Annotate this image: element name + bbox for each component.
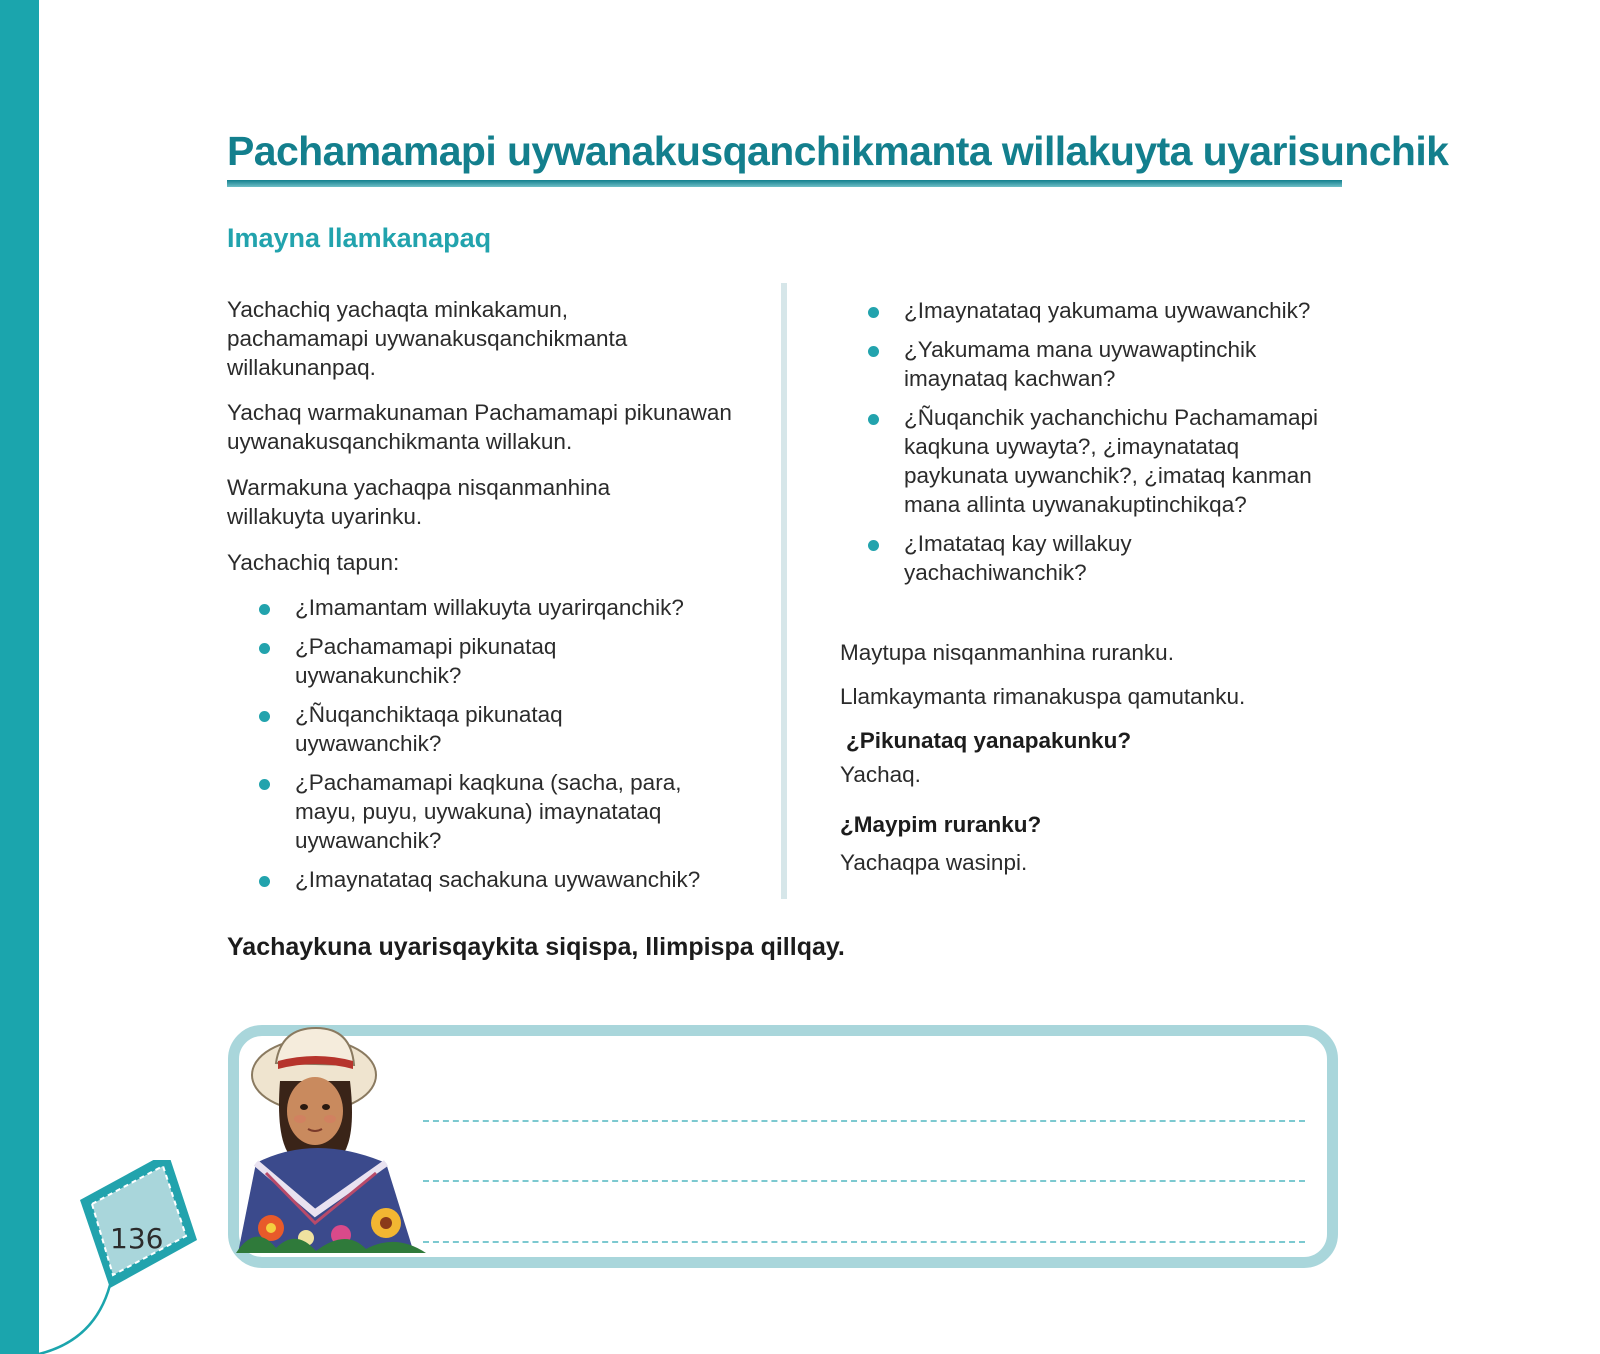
bullet-icon xyxy=(259,711,270,722)
right-paragraph-2: Llamkaymanta rimanakuspa qamutanku. xyxy=(840,684,1246,709)
left-paragraph-4: Yachachiq tapun: xyxy=(227,550,400,575)
bullet-icon xyxy=(868,540,879,551)
list-item: ¿Yakumama mana uywawaptinchik imaynataq kachwan? xyxy=(868,335,1368,393)
page-number-tab xyxy=(0,1160,220,1354)
page-number: 136 xyxy=(110,1222,164,1255)
writing-line[interactable] xyxy=(423,1241,1305,1243)
who-helps-heading: ¿Pikunataq yanapakunku? xyxy=(846,728,1132,753)
where-answer: Yachaqpa wasinpi. xyxy=(840,850,1028,875)
right-paragraph-1: Maytupa nisqanmanhina ruranku. xyxy=(840,640,1174,665)
left-paragraph-2: Yachaq warmakunaman Pachamamapi pikunawan uywanakusqanchikmanta willakun. xyxy=(227,400,732,454)
column-divider xyxy=(781,283,787,899)
list-item: ¿Pachamamapi pikunataq uywanakunchik? xyxy=(259,632,759,690)
section-subtitle: Imayna llamkanapaq xyxy=(227,223,492,253)
drawing-instruction: Yachaykuna uyarisqaykita siqispa, llimpispa qillqay. xyxy=(227,933,845,961)
bullet-icon xyxy=(259,876,270,887)
list-item: ¿Imatataq kay willakuy yachachiwanchik? xyxy=(868,529,1368,587)
bullet-icon xyxy=(868,414,879,425)
title-underline xyxy=(227,180,1342,187)
list-item: ¿Ñuqanchiktaqa pikunataq uywawanchik? xyxy=(259,700,759,758)
writing-line[interactable] xyxy=(423,1120,1305,1122)
list-item: ¿Imaynatataq sachakuna uywawanchik? xyxy=(259,865,759,894)
bullet-icon xyxy=(868,346,879,357)
bullet-icon xyxy=(259,779,270,790)
right-question-list xyxy=(868,296,1368,587)
where-heading: ¿Maypim ruranku? xyxy=(840,812,1042,837)
list-item: ¿Imaynatataq yakumama uywawanchik? xyxy=(868,296,1368,325)
who-helps-answer: Yachaq. xyxy=(840,762,921,787)
writing-line[interactable] xyxy=(423,1180,1305,1182)
list-item: ¿Imamantam willakuyta uyarirqanchik? xyxy=(259,593,759,622)
bullet-icon xyxy=(259,643,270,654)
girl-with-hat-illustration xyxy=(236,1023,428,1253)
bullet-icon xyxy=(259,604,270,615)
left-paragraph-1: Yachachiq yachaqta minkakamun, pachamamapi uywanakusqanchikmanta willakunanpaq. xyxy=(227,297,628,380)
page-title: Pachamamapi uywanakusqanchikmanta willakuyta uyarisunchik xyxy=(227,128,1449,174)
list-item: ¿Ñuqanchik yachanchichu Pachamamapi kaqkuna uywayta?, ¿imaynatataq paykunata uywanchik?, ¿imataq kanman mana allinta uywanakuptinchikqa? xyxy=(868,403,1368,519)
left-paragraph-3: Warmakuna yachaqpa nisqanmanhina willakuyta uyarinku. xyxy=(227,475,611,529)
left-question-list xyxy=(259,593,759,894)
list-item: ¿Pachamamapi kaqkuna (sacha, para, mayu, puyu, uywakuna) imaynatataq uywawanchik? xyxy=(259,768,759,855)
side-color-bar xyxy=(0,0,39,1354)
bullet-icon xyxy=(868,307,879,318)
